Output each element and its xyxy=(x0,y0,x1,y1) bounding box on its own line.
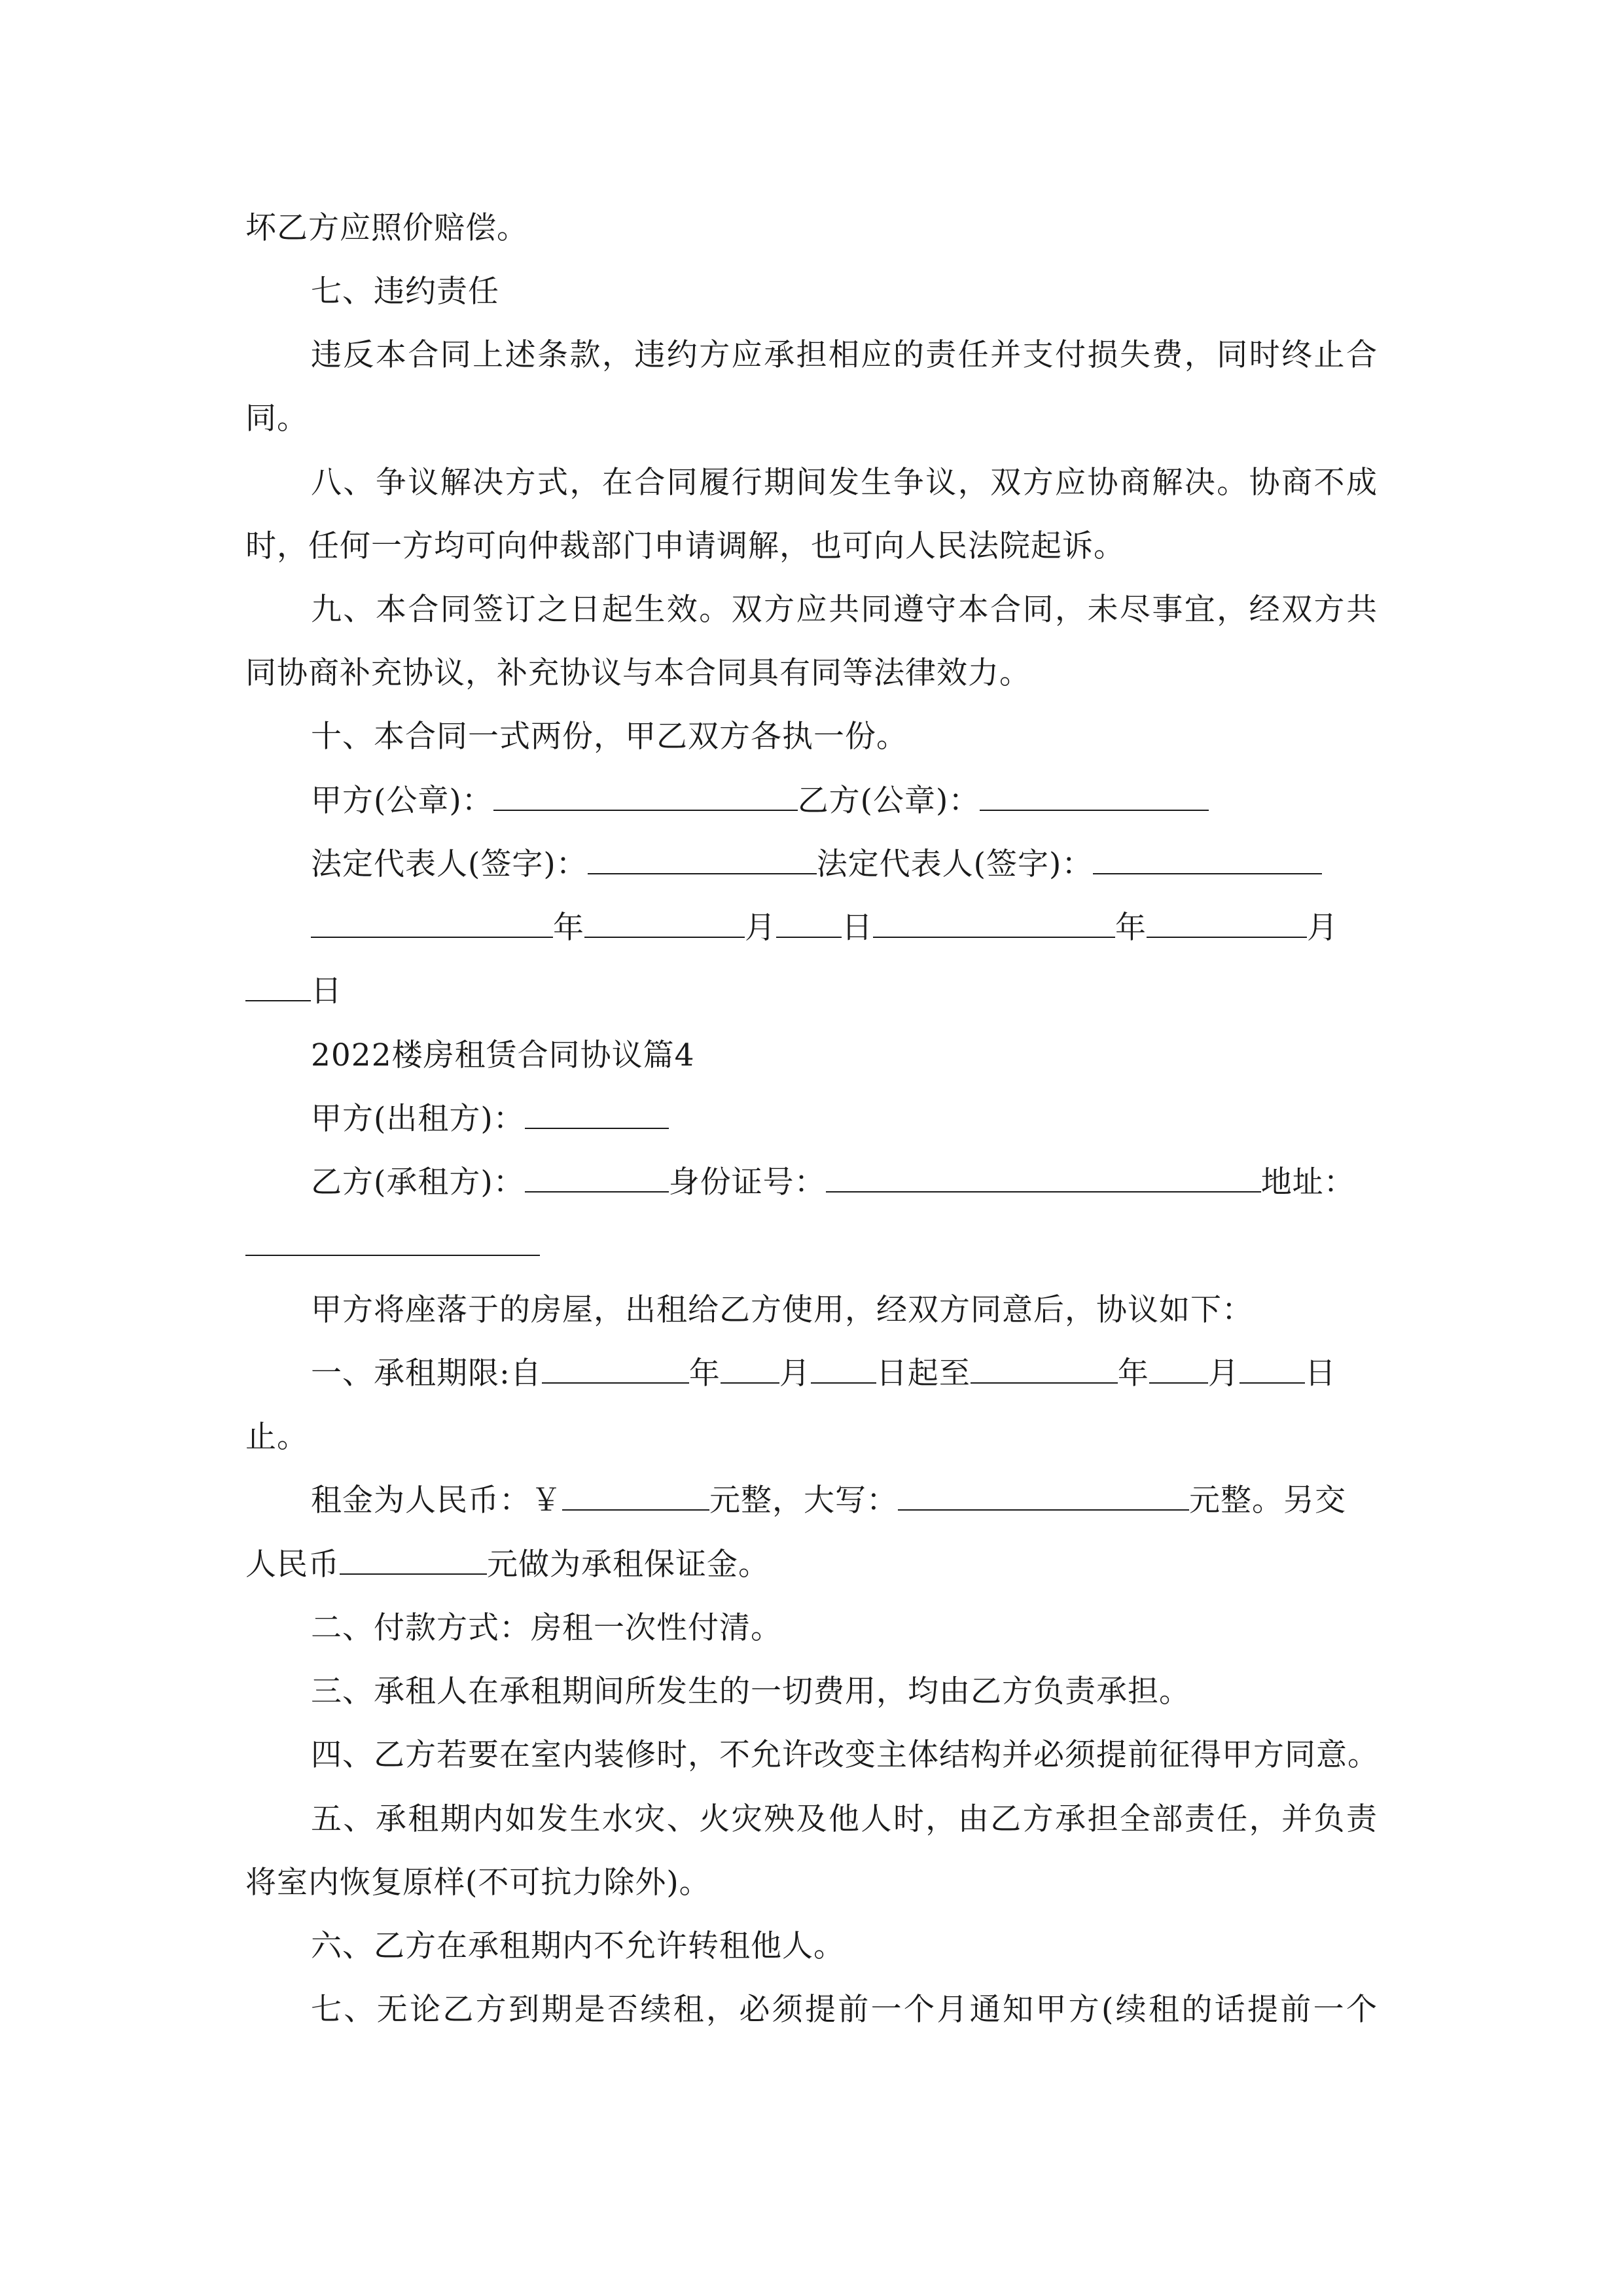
day-label: 日 xyxy=(311,973,342,1009)
text-line: 七、无论乙方到期是否续租，必须提前一个月通知甲方(续租的话提前一个 xyxy=(311,1992,1378,2028)
month-blank xyxy=(584,906,745,938)
day-label: 日 xyxy=(1304,1355,1336,1391)
rent-whole-label: 元整，大写： xyxy=(709,1482,898,1518)
start-label: 日起至 xyxy=(876,1355,971,1391)
start-month-blank xyxy=(721,1352,779,1384)
text-line: 坏乙方应照价赔偿。 xyxy=(245,210,528,246)
party-a-seal-label: 甲方(公章)： xyxy=(311,783,493,819)
text-line: 八、争议解决方式，在合同履行期间发生争议，双方应协商解决。协商不成 xyxy=(311,465,1378,501)
start-year-blank xyxy=(542,1352,689,1384)
year-label: 年 xyxy=(1115,910,1147,946)
lessee-line xyxy=(311,1151,1378,1215)
month-label: 月 xyxy=(1207,1355,1240,1391)
lessor-blank xyxy=(525,1097,669,1129)
rent-whole-other: 元整。另交 xyxy=(1189,1482,1346,1518)
text-line: 九、本合同签订之日起生效。双方应共同遵守本合同，未尽事宜，经双方共 xyxy=(311,592,1378,628)
party-b-seal-label: 乙方(公章)： xyxy=(797,783,980,819)
text-line: 将室内恢复原样(不可抗力除外)。 xyxy=(245,1865,711,1901)
term-label: 一、承租期限:自 xyxy=(311,1355,542,1391)
text-line: 时，任何一方均可向仲裁部门申请调解，也可向人民法院起诉。 xyxy=(245,528,1125,564)
text-line: 六、乙方在承租期内不允许转租他人。 xyxy=(311,1928,845,1964)
seal-line xyxy=(311,769,1378,833)
text-line: 五、承租期内如发生水灾、火灾殃及他人时，由乙方承担全部责任，并负责 xyxy=(311,1801,1378,1837)
address-label: 地址： xyxy=(1260,1164,1355,1200)
deposit-line xyxy=(245,1533,1378,1597)
rent-label: 租金为人民币：￥ xyxy=(311,1482,562,1518)
text-line: 十、本合同一式两份，甲乙双方各执一份。 xyxy=(311,719,908,755)
section-title: 2022楼房租赁合同协议篇4 xyxy=(311,1037,695,1073)
start-day-blank xyxy=(811,1352,876,1384)
term-line xyxy=(311,1342,1378,1406)
deposit-label: 人民币 xyxy=(245,1547,340,1583)
end-day-blank xyxy=(1240,1352,1305,1384)
text-line: 同协商补充协议，补充协议与本合同具有同等法律效力。 xyxy=(245,655,1031,691)
legal-rep-b-blank xyxy=(1093,842,1322,874)
id-blank xyxy=(826,1160,1261,1193)
end-month-blank xyxy=(1149,1352,1208,1384)
month-blank xyxy=(1147,906,1307,938)
date-line xyxy=(311,896,1378,960)
intro-line: 甲方将座落于的房屋，出租给乙方使用，经双方同意后，协议如下： xyxy=(311,1292,1253,1328)
address-blank xyxy=(245,1224,540,1256)
year-blank xyxy=(873,906,1115,938)
year-blank xyxy=(311,906,553,938)
lessor-label: 甲方(出租方)： xyxy=(311,1101,525,1137)
rent-amount-blank xyxy=(562,1479,709,1511)
deposit-suffix: 元做为承租保证金。 xyxy=(487,1547,770,1583)
lessee-label: 乙方(承租方)： xyxy=(311,1164,525,1200)
day-label: 日 xyxy=(842,910,873,946)
day-blank xyxy=(245,969,311,1001)
id-label: 身份证号： xyxy=(668,1164,826,1200)
text-line: 二、付款方式：房租一次性付清。 xyxy=(311,1610,782,1646)
legal-rep-line xyxy=(311,833,1378,897)
date-line-cont xyxy=(245,960,1378,1024)
legal-rep-b-label: 法定代表人(签字)： xyxy=(816,846,1094,882)
month-label: 月 xyxy=(779,1355,811,1391)
rent-words-blank xyxy=(898,1479,1189,1511)
lessor-line xyxy=(311,1087,1378,1151)
year-label: 年 xyxy=(1117,1355,1149,1391)
year-label: 年 xyxy=(553,910,584,946)
year-label: 年 xyxy=(688,1355,721,1391)
party-a-seal-blank xyxy=(493,779,798,811)
month-label: 月 xyxy=(745,910,776,946)
party-b-seal-blank xyxy=(980,779,1209,811)
text-line: 三、承租人在承租期间所发生的一切费用，均由乙方负责承担。 xyxy=(311,1674,1190,1710)
section-heading: 七、违约责任 xyxy=(311,274,499,310)
text-line: 违反本合同上述条款，违约方应承担相应的责任并支付损失费，同时终止合 xyxy=(311,337,1378,373)
deposit-blank xyxy=(340,1543,487,1575)
legal-rep-a-blank xyxy=(588,842,817,874)
legal-rep-a-label: 法定代表人(签字)： xyxy=(311,846,588,882)
month-label: 月 xyxy=(1307,910,1338,946)
text-line: 四、乙方若要在室内装修时，不允许改变主体结构并必须提前征得甲方同意。 xyxy=(311,1737,1379,1773)
text-line: 同。 xyxy=(245,401,308,437)
day-blank xyxy=(776,906,842,938)
text-line: 止。 xyxy=(245,1419,308,1455)
lessee-blank xyxy=(525,1160,669,1193)
address-line xyxy=(245,1214,1378,1278)
rent-line xyxy=(311,1469,1378,1533)
end-year-blank xyxy=(971,1352,1118,1384)
